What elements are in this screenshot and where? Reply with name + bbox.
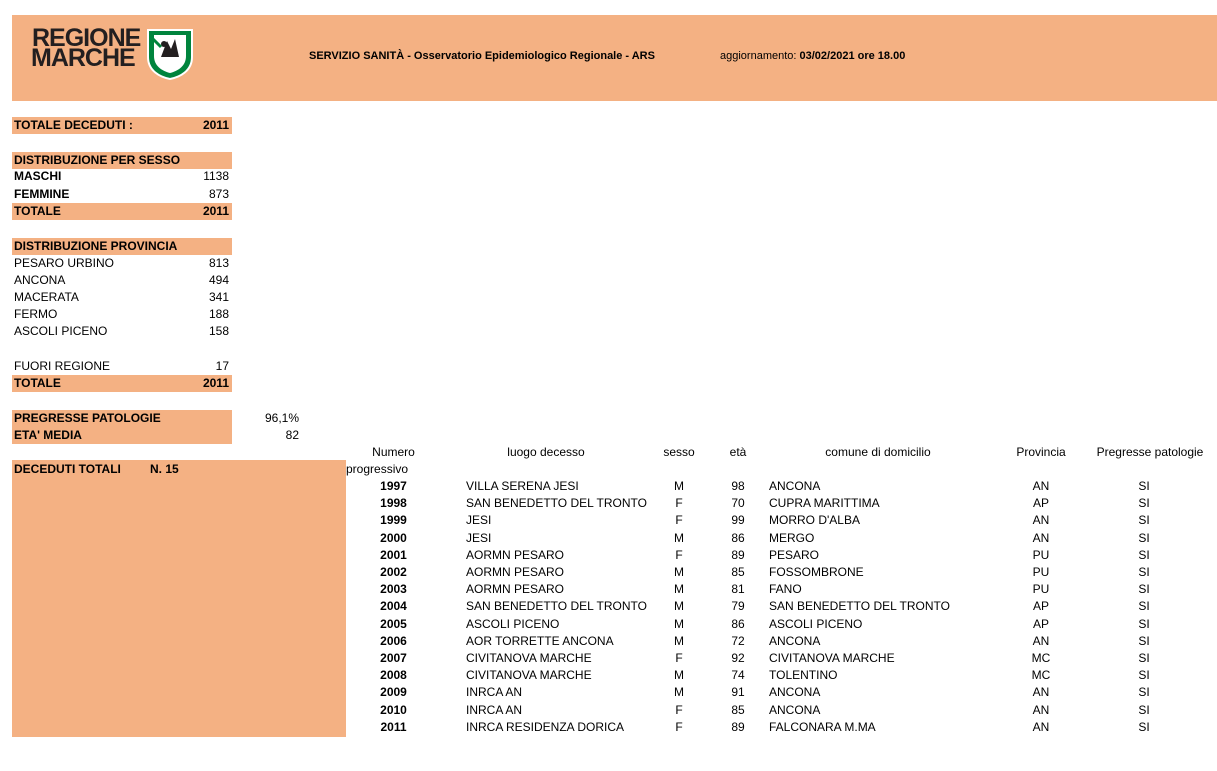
cell-provincia: AN bbox=[1032, 685, 1050, 700]
cell-luogo: JESI bbox=[466, 513, 492, 528]
cell-provincia: AP bbox=[1032, 496, 1049, 511]
table-row bbox=[346, 633, 1217, 650]
cell-patologie: SI bbox=[1138, 651, 1150, 665]
cell-comune: PESARO bbox=[769, 547, 820, 562]
fuori-regione-value: 17 bbox=[215, 359, 229, 373]
totale-deceduti-row bbox=[12, 117, 232, 134]
cell-provincia: AN bbox=[1032, 633, 1050, 648]
update-label: aggiornamento: bbox=[720, 50, 797, 62]
table-row bbox=[346, 719, 1217, 736]
cell-patologie: SI bbox=[1138, 616, 1150, 631]
cell-luogo: AORMN PESARO bbox=[466, 565, 565, 579]
cell-comune: CUPRA MARITTIMA bbox=[769, 496, 880, 511]
table-row bbox=[346, 684, 1217, 701]
provincia-total-label: TOTALE bbox=[14, 376, 61, 390]
cell-sesso: F bbox=[675, 513, 683, 528]
cell-sesso: M bbox=[674, 668, 684, 683]
cell-numero: 2004 bbox=[380, 599, 407, 614]
cell-numero: 2005 bbox=[380, 616, 407, 631]
update-info bbox=[720, 50, 905, 62]
cell-comune: ANCONA bbox=[769, 479, 821, 493]
cell-patologie: SI bbox=[1138, 513, 1150, 528]
cell-numero: 2007 bbox=[380, 651, 407, 665]
col-header-provincia: Provincia bbox=[1016, 445, 1066, 459]
sesso-value: 873 bbox=[208, 187, 229, 201]
cell-luogo: JESI bbox=[466, 530, 492, 545]
cell-sesso: F bbox=[675, 719, 683, 734]
cell-sesso: M bbox=[674, 616, 684, 631]
cell-provincia: AN bbox=[1032, 719, 1050, 734]
cell-patologie: SI bbox=[1138, 530, 1150, 545]
fuori-regione-row bbox=[12, 358, 232, 375]
cell-comune: ANCONA bbox=[769, 633, 821, 648]
cell-comune: FANO bbox=[769, 582, 802, 597]
totale-deceduti-label: TOTALE DECEDUTI : bbox=[14, 118, 133, 132]
patologie-row bbox=[12, 410, 232, 427]
cell-sesso: M bbox=[674, 530, 684, 545]
regione-marche-logo bbox=[32, 25, 197, 83]
cell-luogo: INRCA AN bbox=[466, 685, 523, 700]
cell-comune: ANCONA bbox=[769, 685, 821, 700]
cell-eta: 92 bbox=[731, 651, 745, 665]
cell-numero: 2001 bbox=[380, 547, 407, 562]
cell-eta: 91 bbox=[731, 685, 745, 700]
col-header-eta: età bbox=[729, 445, 747, 459]
cell-patologie: SI bbox=[1138, 668, 1150, 683]
service-title: SERVIZIO SANITÀ - Osservatorio Epidemiologico Regionale - ARS bbox=[309, 50, 655, 62]
table-row bbox=[346, 530, 1217, 547]
update-value: 03/02/2021 ore 18.00 bbox=[799, 50, 906, 62]
cell-patologie: SI bbox=[1138, 565, 1150, 579]
cell-luogo: SAN BENEDETTO DEL TRONTO bbox=[466, 599, 647, 614]
cell-sesso: M bbox=[674, 565, 684, 579]
cell-luogo: SAN BENEDETTO DEL TRONTO bbox=[466, 496, 647, 511]
col-header-patologie: Pregresse patologie bbox=[1096, 445, 1204, 459]
provincia-value: 813 bbox=[208, 256, 229, 270]
provincia-label: ANCONA bbox=[14, 273, 66, 287]
cell-luogo: AORMN PESARO bbox=[466, 582, 565, 597]
cell-eta: 89 bbox=[731, 547, 745, 562]
table-row bbox=[346, 616, 1217, 633]
provincia-row bbox=[12, 255, 232, 272]
cell-provincia: PU bbox=[1032, 547, 1050, 562]
deceduti-totali-label: DECEDUTI TOTALI bbox=[14, 462, 121, 476]
cell-comune: ANCONA bbox=[769, 702, 821, 717]
totale-deceduti-value: 2011 bbox=[202, 118, 229, 132]
cell-eta: 70 bbox=[731, 496, 745, 511]
cell-luogo: CIVITANOVA MARCHE bbox=[466, 668, 592, 683]
col-header-progressivo: progressivo bbox=[346, 462, 409, 476]
cell-patologie: SI bbox=[1138, 633, 1150, 648]
sesso-value: 1138 bbox=[203, 169, 229, 183]
cell-provincia: AP bbox=[1032, 616, 1049, 631]
sesso-title: DISTRIBUZIONE PER SESSO bbox=[14, 153, 181, 167]
cell-comune: SAN BENEDETTO DEL TRONTO bbox=[769, 599, 950, 614]
cell-numero: 1997 bbox=[380, 479, 407, 493]
cell-provincia: MC bbox=[1031, 651, 1051, 665]
provincia-value: 494 bbox=[208, 273, 229, 287]
cell-numero: 2002 bbox=[380, 565, 407, 579]
cell-sesso: F bbox=[675, 651, 683, 665]
table-row bbox=[346, 650, 1217, 667]
provincia-value: 341 bbox=[208, 290, 229, 304]
cell-luogo: AOR TORRETTE ANCONA bbox=[466, 633, 614, 648]
eta-media-row bbox=[12, 427, 232, 444]
cell-numero: 1998 bbox=[380, 496, 407, 511]
logo-line-2: MARCHE bbox=[31, 44, 135, 72]
cell-patologie: SI bbox=[1138, 599, 1150, 614]
provincia-label: ASCOLI PICENO bbox=[14, 324, 108, 338]
provincia-title: DISTRIBUZIONE PROVINCIA bbox=[14, 239, 178, 253]
cell-eta: 89 bbox=[731, 719, 745, 734]
col-header-comune: comune di domicilio bbox=[825, 445, 931, 459]
cell-patologie: SI bbox=[1138, 719, 1150, 734]
cell-comune: MERGO bbox=[769, 530, 815, 545]
table-row bbox=[346, 547, 1217, 564]
header-banner bbox=[12, 15, 1217, 101]
provincia-row bbox=[12, 272, 232, 289]
cell-patologie: SI bbox=[1138, 685, 1150, 700]
cell-comune: FALCONARA M.MA bbox=[769, 719, 876, 734]
cell-sesso: M bbox=[674, 633, 684, 648]
cell-numero: 2008 bbox=[380, 668, 407, 683]
cell-provincia: AN bbox=[1032, 702, 1050, 717]
cell-sesso: F bbox=[675, 496, 683, 511]
cell-eta: 98 bbox=[731, 479, 745, 493]
provincia-total-value: 2011 bbox=[202, 376, 229, 390]
cell-luogo: INRCA RESIDENZA DORICA bbox=[466, 719, 625, 734]
cell-comune: MORRO D'ALBA bbox=[769, 513, 860, 528]
provincia-value: 188 bbox=[208, 307, 229, 321]
sesso-total-value: 2011 bbox=[202, 204, 229, 218]
cell-eta: 86 bbox=[731, 530, 745, 545]
cell-provincia: AN bbox=[1032, 513, 1050, 528]
deceduti-totali-box bbox=[12, 460, 346, 737]
cell-patologie: SI bbox=[1138, 479, 1150, 493]
cell-numero: 1999 bbox=[380, 513, 407, 528]
cell-sesso: F bbox=[675, 547, 683, 562]
patologie-label: PREGRESSE PATOLOGIE bbox=[14, 411, 161, 425]
cell-patologie: SI bbox=[1138, 582, 1150, 597]
col-header-sesso: sesso bbox=[663, 445, 695, 459]
cell-numero: 2006 bbox=[380, 633, 407, 648]
cell-eta: 85 bbox=[731, 565, 745, 579]
fuori-regione-label: FUORI REGIONE bbox=[14, 359, 111, 373]
cell-comune: ASCOLI PICENO bbox=[769, 616, 863, 631]
cell-numero: 2010 bbox=[380, 702, 407, 717]
cell-numero: 2000 bbox=[380, 530, 407, 545]
cell-sesso: M bbox=[674, 685, 684, 700]
cell-numero: 2009 bbox=[380, 685, 407, 700]
eta-media-value: 82 bbox=[285, 428, 299, 442]
provincia-row bbox=[12, 289, 232, 306]
sesso-label: MASCHI bbox=[14, 169, 62, 183]
cell-eta: 72 bbox=[731, 633, 745, 648]
table-row bbox=[346, 512, 1217, 529]
sesso-total-label: TOTALE bbox=[14, 204, 61, 218]
marche-shield-icon bbox=[145, 27, 195, 81]
cell-sesso: M bbox=[674, 479, 684, 493]
sesso-row-femmine bbox=[12, 186, 232, 203]
patologie-value: 96,1% bbox=[264, 411, 299, 425]
cell-comune: FOSSOMBRONE bbox=[769, 565, 864, 579]
cell-sesso: M bbox=[674, 599, 684, 614]
provincia-title-row bbox=[12, 238, 232, 255]
cell-provincia: PU bbox=[1032, 582, 1050, 597]
cell-comune: CIVITANOVA MARCHE bbox=[769, 651, 895, 665]
cell-eta: 86 bbox=[731, 616, 745, 631]
cell-eta: 99 bbox=[731, 513, 745, 528]
cell-eta: 85 bbox=[731, 702, 745, 717]
sesso-title-row bbox=[12, 152, 232, 169]
cell-comune: TOLENTINO bbox=[769, 668, 838, 683]
cell-sesso: F bbox=[675, 702, 683, 717]
table-row bbox=[346, 581, 1217, 598]
cell-eta: 74 bbox=[731, 668, 745, 683]
logo-line-1: REGIONE bbox=[32, 24, 141, 52]
sesso-total-row bbox=[12, 203, 232, 220]
deceduti-totali-count: N. 15 bbox=[150, 462, 179, 476]
provincia-row bbox=[12, 323, 232, 340]
provincia-value: 158 bbox=[208, 324, 229, 338]
table-row bbox=[346, 564, 1217, 581]
cell-luogo: CIVITANOVA MARCHE bbox=[466, 651, 592, 665]
eta-media-label: ETA' MEDIA bbox=[14, 428, 82, 442]
table-row bbox=[346, 667, 1217, 684]
table-row bbox=[346, 478, 1217, 495]
cell-numero: 2011 bbox=[380, 719, 407, 734]
cell-patologie: SI bbox=[1138, 547, 1150, 562]
cell-eta: 81 bbox=[731, 582, 745, 597]
cell-provincia: AP bbox=[1032, 599, 1049, 614]
provincia-total-row bbox=[12, 375, 232, 392]
cell-numero: 2003 bbox=[380, 582, 407, 597]
table-row bbox=[346, 495, 1217, 512]
sesso-row-maschi bbox=[12, 168, 232, 185]
cell-provincia: AN bbox=[1032, 530, 1050, 545]
cell-provincia: AN bbox=[1032, 479, 1050, 493]
provincia-label: PESARO URBINO bbox=[14, 256, 115, 270]
col-header-luogo: luogo decesso bbox=[507, 445, 585, 459]
cell-luogo: VILLA SERENA JESI bbox=[466, 479, 579, 493]
col-header-numero: Numero bbox=[372, 445, 415, 459]
cell-patologie: SI bbox=[1138, 496, 1150, 511]
cell-eta: 79 bbox=[731, 599, 745, 614]
table-row bbox=[346, 598, 1217, 615]
cell-sesso: M bbox=[674, 582, 684, 597]
provincia-label: FERMO bbox=[14, 307, 58, 321]
cell-provincia: PU bbox=[1032, 565, 1050, 579]
cell-provincia: MC bbox=[1031, 668, 1051, 683]
cell-luogo: INRCA AN bbox=[466, 702, 523, 717]
sesso-label: FEMMINE bbox=[14, 187, 70, 201]
cell-luogo: AORMN PESARO bbox=[466, 547, 565, 562]
table-row bbox=[346, 702, 1217, 719]
cell-patologie: SI bbox=[1138, 702, 1150, 717]
provincia-label: MACERATA bbox=[14, 290, 79, 304]
cell-luogo: ASCOLI PICENO bbox=[466, 616, 560, 631]
provincia-row bbox=[12, 306, 232, 323]
